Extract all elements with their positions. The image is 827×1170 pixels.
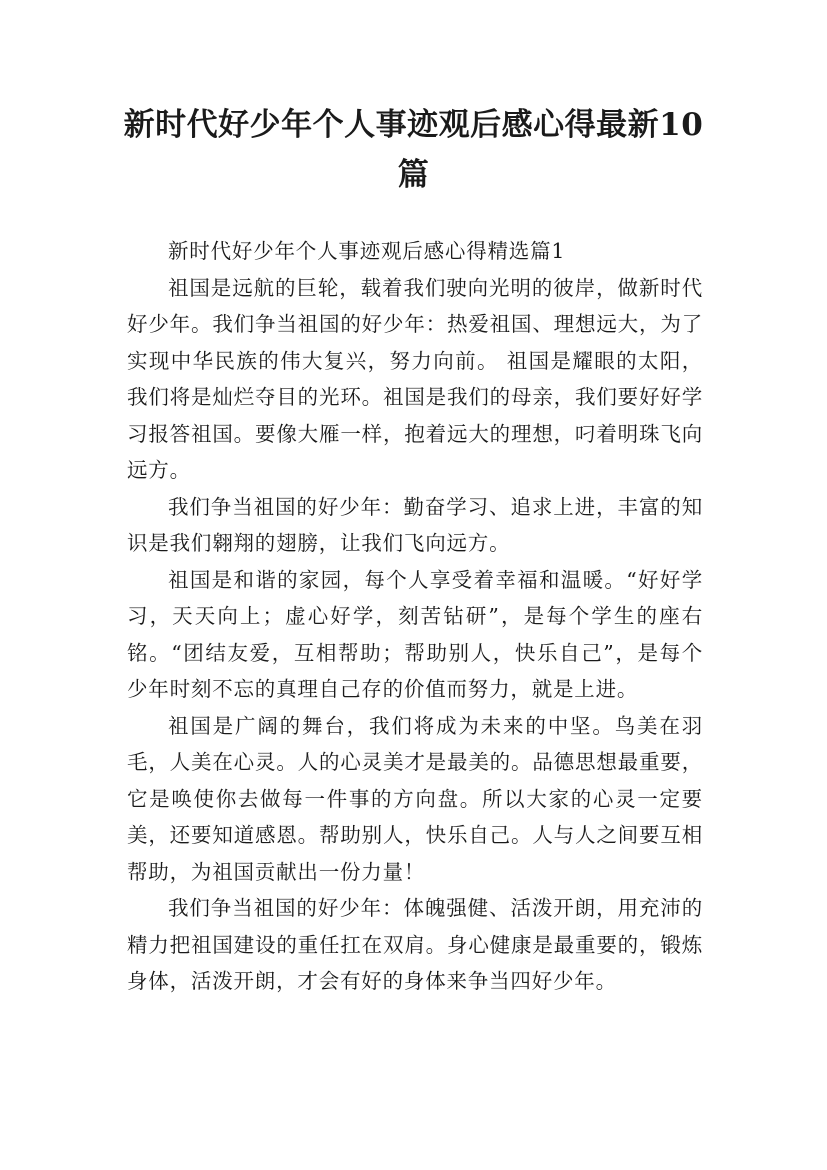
- paragraph-4: 祖国是广阔的舞台，我们将成为未来的中坚。鸟美在羽毛，人美在心灵。人的心灵美才是最美的。品德思想最重要，它是唤使你去做每一件事的方向盘。所以大家的心灵一定要美，还要知道感恩。帮助别人，快乐自己。人与人之间要互相帮助，为祖国贡献出一份力量！: [127, 713, 703, 884]
- document-body: [127, 233, 703, 1000]
- paragraph-1: 祖国是远航的巨轮，载着我们驶向光明的彼岸，做新时代好少年。我们争当祖国的好少年：热爱祖国、理想远大，为了实现中华民族的伟大复兴，努力向前。 祖国是耀眼的太阳，我们将是灿烂夺目的光环。祖国是我们的母亲，我们要好好学习报答祖国。要像大雁一样，抱着远大的理想，叼着明珠飞向远方。: [127, 275, 703, 482]
- paragraph-5: 我们争当祖国的好少年：体魄强健、活泼开朗，用充沛的精力把祖国建设的重任扛在双肩。身心健康是最重要的，锻炼身体，活泼开朗，才会有好的身体来争当四好少年。: [127, 896, 703, 993]
- paragraph-2: 我们争当祖国的好少年：勤奋学习、追求上进，丰富的知识是我们翱翔的翅膀，让我们飞向远方。: [127, 494, 703, 555]
- document-title: 新时代好少年个人事迹观后感心得最新10篇: [123, 107, 704, 193]
- section-heading: 新时代好少年个人事迹观后感心得精选篇1: [168, 239, 566, 263]
- paragraph-3: 祖国是和谐的家园，每个人享受着幸福和温暖。“好好学习，天天向上；虚心好学，刻苦钻研”，是每个学生的座右铭。“团结友爱，互相帮助；帮助别人，快乐自己”，是每个少年时刻不忘的真理自己存的价值而努力，就是上进。: [127, 567, 703, 701]
